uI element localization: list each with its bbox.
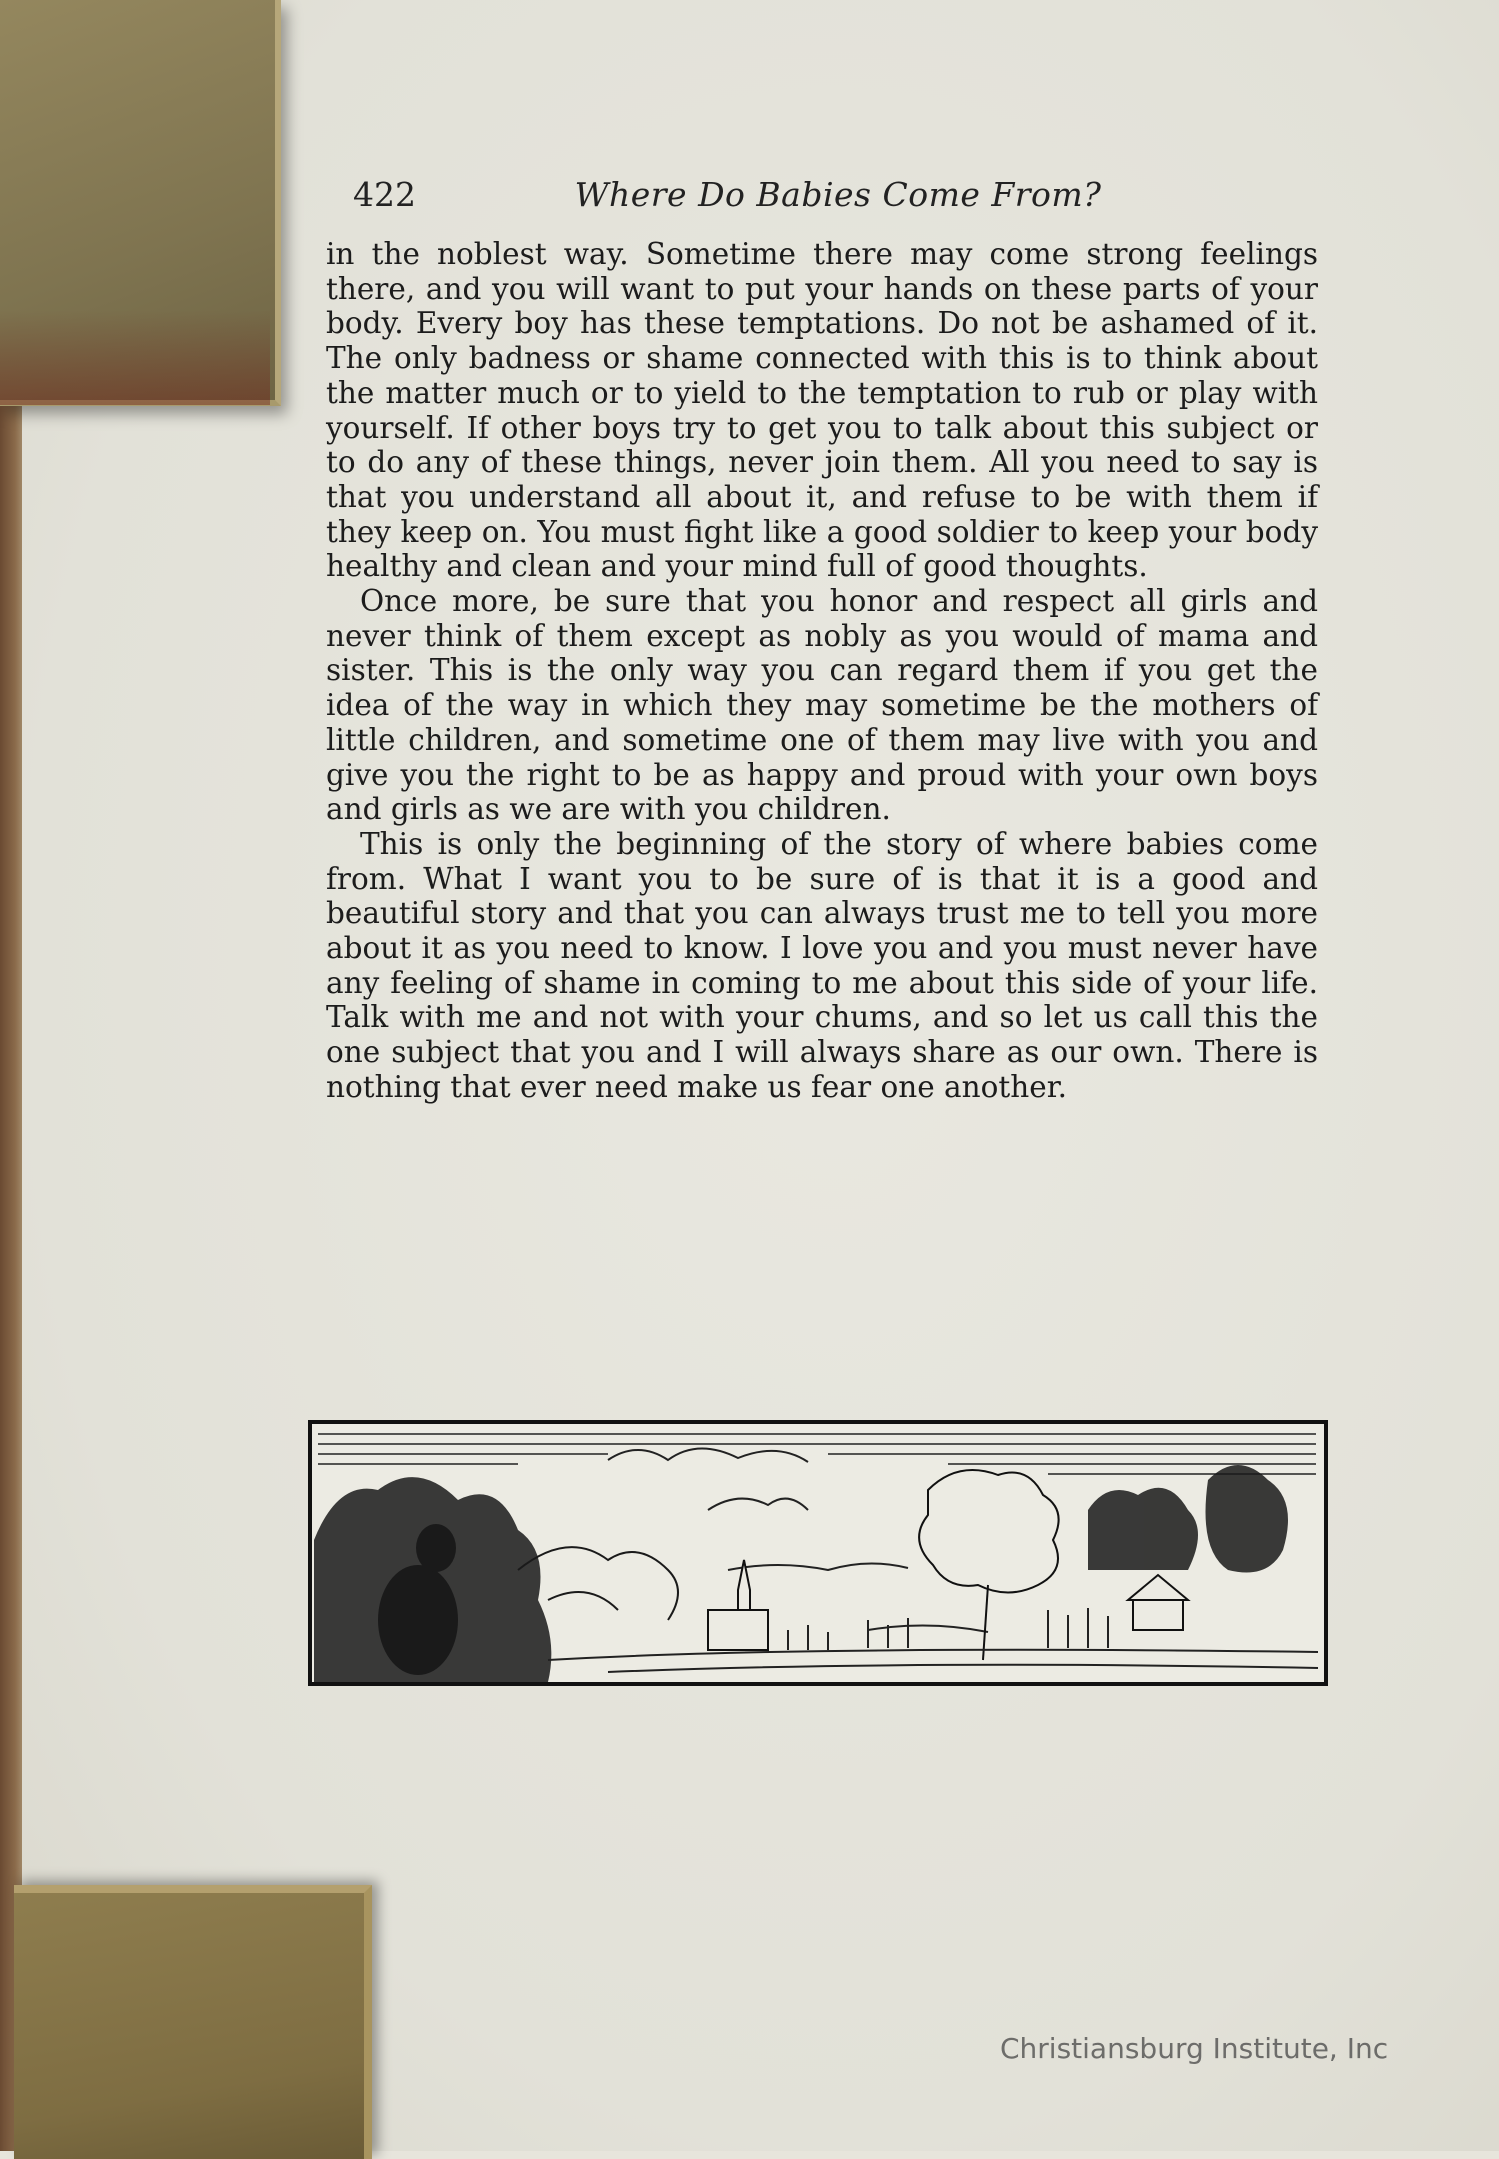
landscape-vignette-illustration xyxy=(308,1420,1328,1686)
body-text xyxy=(326,237,1318,1105)
paragraph: This is only the beginning of the story of where babies come from. What I want you to be sure of is that it is a good and beautiful story and that you can always trust me to tell you more about it as you need to know. I love you and you must never have any feeling of shame in coming to me about this side of your life. Talk with me and not with your chums, and so let us call this the one subject that you and I will always share as our own. There is nothing that ever need make us fear one another. xyxy=(326,826,1318,1104)
running-title: Where Do Babies Come From? xyxy=(574,175,1102,214)
paper-tab-bottom xyxy=(14,1885,372,2159)
paper-tab-shadow xyxy=(0,310,270,405)
watermark: Christiansburg Institute, Inc xyxy=(1000,2032,1389,2065)
paragraph: in the noblest way. Sometime there may come strong feelings there, and you will want to put your hands on these parts of your body. Every boy has these temptations. Do not be ashamed of it. The only badness or shame connected with this is to think about the matter much or to yield to the temptation to rub or play with yourself. If other boys try to get you to talk about this subject or to do any of these things, never join them. All you need to say is that you understand all about it, and refuse to be with them if they keep on. You must fight like a good soldier to keep your body healthy and clean and your mind full of good thoughts. xyxy=(326,237,1318,584)
page-header xyxy=(353,175,1323,221)
page-number: 422 xyxy=(353,175,416,214)
paragraph: Once more, be sure that you honor and respect all girls and never think of them except as nobly as you would of mama and sister. This is the only way you can regard them if you get the idea of the way in which they may sometime be the mothers of little children, and sometime one of them may live with you and give you the right to be as happy and proud with your own boys and girls as we are with you children. xyxy=(326,584,1318,827)
